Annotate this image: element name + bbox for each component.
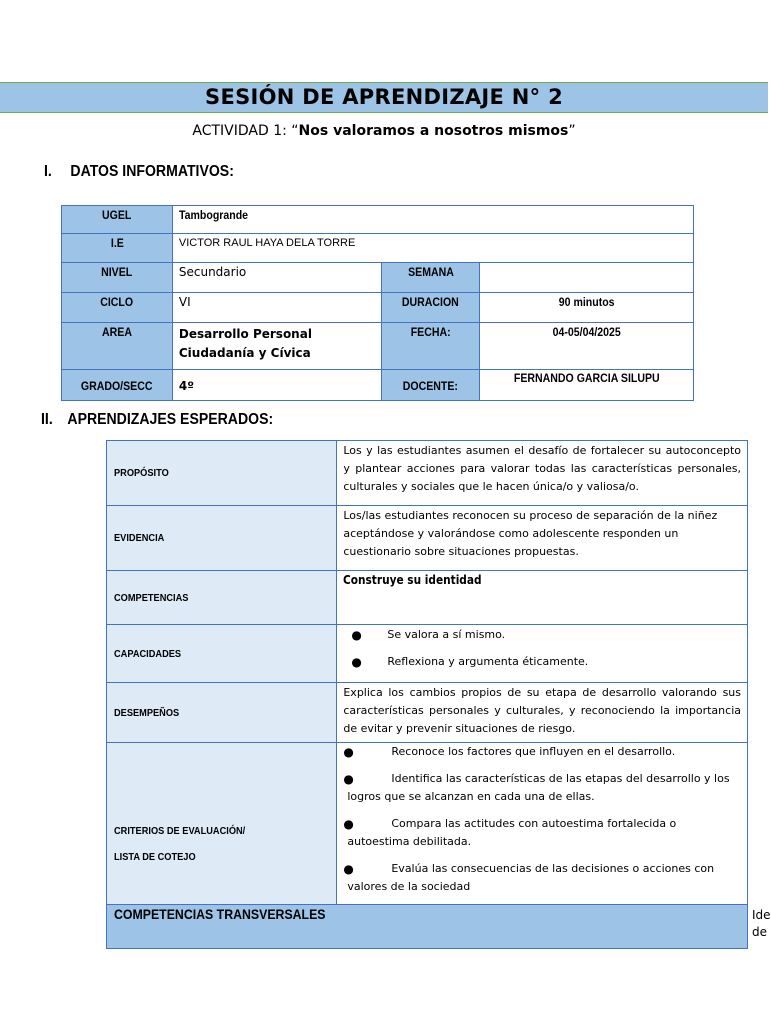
table-row: [62, 293, 694, 323]
fecha-label: FECHA:: [382, 323, 480, 370]
duracion-value: 90 minutos: [480, 293, 694, 323]
title-bar: [0, 82, 768, 113]
overflow-line: de: [752, 925, 767, 939]
grado-label: GRADO/SECC: [62, 370, 173, 401]
list-item: ● Compara las actitudes con autoestima fortalecida o autoestima debilitada.: [343, 815, 741, 851]
proposito-label: PROPÓSITO: [107, 441, 337, 506]
activity-name: Nos valoramos a nosotros mismos: [298, 123, 569, 139]
competencias-label: COMPETENCIAS: [107, 571, 337, 625]
docente-value: FERNANDO GARCIA SILUPU: [480, 370, 694, 401]
desempenos-label: DESEMPEÑOS: [107, 683, 337, 743]
section-label: DATOS INFORMATIVOS:: [70, 163, 234, 180]
capacidades-label: CAPACIDADES: [107, 625, 337, 683]
area-label: AREA: [62, 323, 173, 370]
evidencia-label: EVIDENCIA: [107, 506, 337, 571]
table-row: [62, 263, 694, 293]
table-row: [62, 323, 694, 370]
grado-value: 4º: [172, 370, 381, 401]
nivel-label: NIVEL: [62, 263, 173, 293]
criterios-label: CRITERIOS DE EVALUACIÓN/ LISTA DE COTEJO: [107, 743, 337, 905]
duracion-label: DURACION: [382, 293, 480, 323]
ie-value: VICTOR RAUL HAYA DELA TORRE: [172, 234, 693, 263]
table-row: [62, 370, 694, 401]
table-row: [107, 506, 748, 571]
table-row: [107, 441, 748, 506]
list-item: ● Se valora a sí mismo.: [343, 626, 741, 644]
overflow-line: Ide: [752, 908, 771, 922]
table-row: [62, 206, 694, 234]
table-row: [107, 683, 748, 743]
section-heading-aprendizajes: [41, 411, 273, 429]
section-number: II.: [41, 411, 53, 428]
fecha-value: 04-05/04/2025: [480, 323, 694, 370]
section-label: APRENDIZAJES ESPERADOS:: [67, 411, 274, 428]
list-item: ● Identifica las características de las etapas del desarrollo y los logros que se alcanzan en cada una de ellas.: [343, 770, 741, 806]
list-item: ● Reconoce los factores que influyen en el desarrollo.: [343, 743, 741, 761]
list-item: ● Evalúa las consecuencias de las decisiones o acciones con valores de la sociedad: [343, 860, 741, 896]
ciclo-value: VI: [172, 293, 381, 323]
section-number: I.: [44, 163, 52, 180]
semana-label: SEMANA: [382, 263, 480, 293]
competencias-transversales-label: COMPETENCIAS TRANSVERSALES: [107, 905, 748, 949]
semana-value: [480, 263, 694, 293]
activity-prefix: ACTIVIDAD 1: “: [192, 123, 299, 139]
table-row: [107, 571, 748, 625]
list-item: ● Reflexiona y argumenta éticamente.: [343, 653, 741, 671]
ciclo-label: CICLO: [62, 293, 173, 323]
criterios-list: [337, 743, 748, 905]
capacidades-list: [337, 625, 748, 683]
desempenos-text: Explica los cambios propios de su etapa de desarrollo valorando sus características personales y culturales, y reconociendo la importancia de evitar y prevenir situaciones de riesgo.: [337, 683, 748, 743]
ugel-label: UGEL: [62, 206, 173, 234]
area-value: Desarrollo Personal Ciudadanía y Cívica: [172, 323, 381, 370]
competencia-text: Construye su identidad: [337, 571, 748, 625]
datos-informativos-table: [61, 205, 694, 401]
page-title: SESIÓN DE APRENDIZAJE N° 2: [205, 85, 563, 109]
transversales-overflow-text: [752, 907, 771, 941]
section-heading-datos: [44, 163, 234, 181]
table-row: [62, 234, 694, 263]
table-row: [107, 905, 748, 949]
nivel-value: Secundario: [172, 263, 381, 293]
proposito-text: Los y las estudiantes asumen el desafío de fortalecer su autoconcepto y plantear acciones para valorar todas las características personales, culturales y sociales que le hacen única/o y valiosa/o.: [337, 441, 748, 506]
ugel-value: Tambogrande: [172, 206, 693, 234]
activity-line: [0, 123, 768, 139]
table-row: [107, 743, 748, 905]
table-row: [107, 625, 748, 683]
activity-suffix: ”: [568, 123, 576, 139]
ie-label: I.E: [62, 234, 173, 263]
docente-label: DOCENTE:: [382, 370, 480, 401]
evidencia-text: Los/las estudiantes reconocen su proceso de separación de la niñez aceptándose y valorándose como adolescente responden un cuestionario sobre situaciones propuestas.: [337, 506, 748, 571]
aprendizajes-table: [106, 440, 748, 949]
